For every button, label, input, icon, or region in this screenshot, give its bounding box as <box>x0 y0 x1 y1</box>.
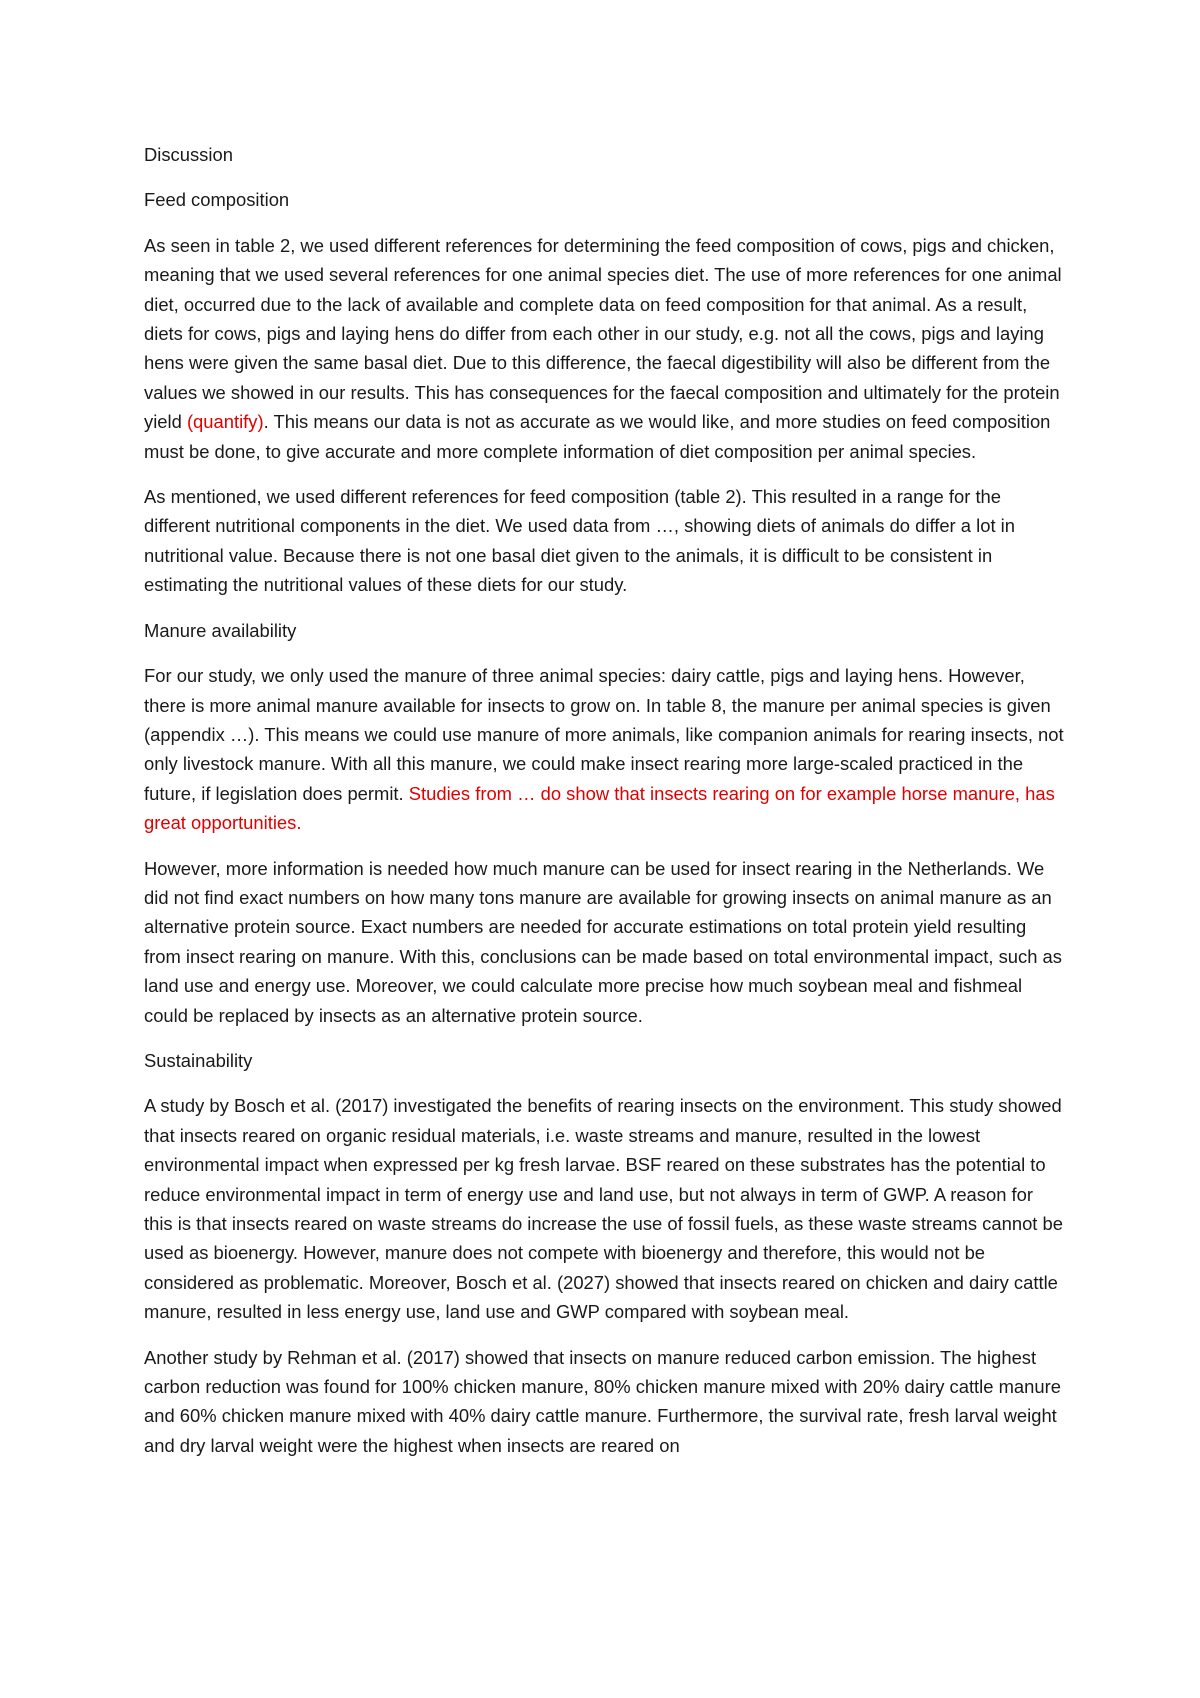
highlighted-note: Studies from … do show that insects rearing on for example horse manure, has great opportunities. <box>144 782 1055 834</box>
highlighted-note: (quantify) <box>186 411 264 433</box>
paragraph-manure-availability-1 <box>144 661 1064 837</box>
paragraph-feed-composition-2: As mentioned, we used different references for feed composition (table 2). This resulted in a range for the different nutritional components in the diet. We used data from …, showing diets of animals do differ a lot in nutritional value. Because there is not one basal diet given to the animals, it is difficult to be consistent in estimating the nutritional values of these diets for our study. <box>144 486 1015 596</box>
paragraph-text: As seen in table 2, we used different references for determining the feed composition of cows, pigs and chicken, meaning that we used several references for one animal species diet. The use of more references for one animal diet, occurred due to the lack of available and complete data on feed composition for that animal. As a result, diets for cows, pigs and laying hens do differ from each other in our study, e.g. not all the cows, pigs and laying hens were given the same basal diet. Due to this difference, the faecal digestibility will also be different from the values we showed in our results. This has consequences for the faecal composition and ultimately for the protein yield <box>144 234 1062 433</box>
section-heading-feed-composition: Feed composition <box>144 189 290 211</box>
document-page <box>144 140 1064 1476</box>
paragraph-sustainability-2: Another study by Rehman et al. (2017) showed that insects on manure reduced carbon emission. The highest carbon reduction was found for 100% chicken manure, 80% chicken manure mixed with 20% dairy cattle manure and 60% chicken manure mixed with 40% dairy cattle manure. Furthermore, the survival rate, fresh larval weight and dry larval weight were the highest when insects are reared on <box>144 1346 1061 1456</box>
paragraph-feed-composition-1 <box>144 231 1064 466</box>
section-heading-manure-availability: Manure availability <box>144 619 297 641</box>
paragraph-manure-availability-2: However, more information is needed how much manure can be used for insect rearing in the Netherlands. We did not find exact numbers on how many tons manure are available for growing insects on animal manure as an alternative protein source. Exact numbers are needed for accurate estimations on total protein yield resulting from insect rearing on manure. With this, conclusions can be made based on total environmental impact, such as land use and energy use. Moreover, we could calculate more precise how much soybean meal and fishmeal could be replaced by insects as an alternative protein source. <box>144 857 1062 1026</box>
section-heading-sustainability: Sustainability <box>144 1049 253 1071</box>
paragraph-text: For our study, we only used the manure of three animal species: dairy cattle, pigs and laying hens. However, there is more animal manure available for insects to grow on. In table 8, the manure per animal species is given (appendix …). This means we could use manure of more animals, like companion animals for rearing insects, not only livestock manure. With all this manure, we could make insect rearing more large-scaled practiced in the future, if legislation does permit. <box>144 665 1064 804</box>
paragraph-text: . This means our data is not as accurate as we would like, and more studies on feed composition must be done, to give accurate and more complete information of diet composition per animal species. <box>144 411 1051 462</box>
paragraph-sustainability-1: A study by Bosch et al. (2017) investigated the benefits of rearing insects on the environment. This study showed that insects reared on organic residual materials, i.e. waste streams and manure, resulted in the lowest environmental impact when expressed per kg fresh larvae. BSF reared on these substrates has the potential to reduce environmental impact in term of energy use and land use, but not always in term of GWP. A reason for this is that insects reared on waste streams do increase the use of fossil fuels, as these waste streams cannot be used as bioenergy. However, manure does not compete with bioenergy and therefore, this would not be considered as problematic. Moreover, Bosch et al. (2027) showed that insects reared on chicken and dairy cattle manure, resulted in less energy use, land use and GWP compared with soybean meal. <box>144 1095 1063 1323</box>
document-title: Discussion <box>144 144 233 165</box>
